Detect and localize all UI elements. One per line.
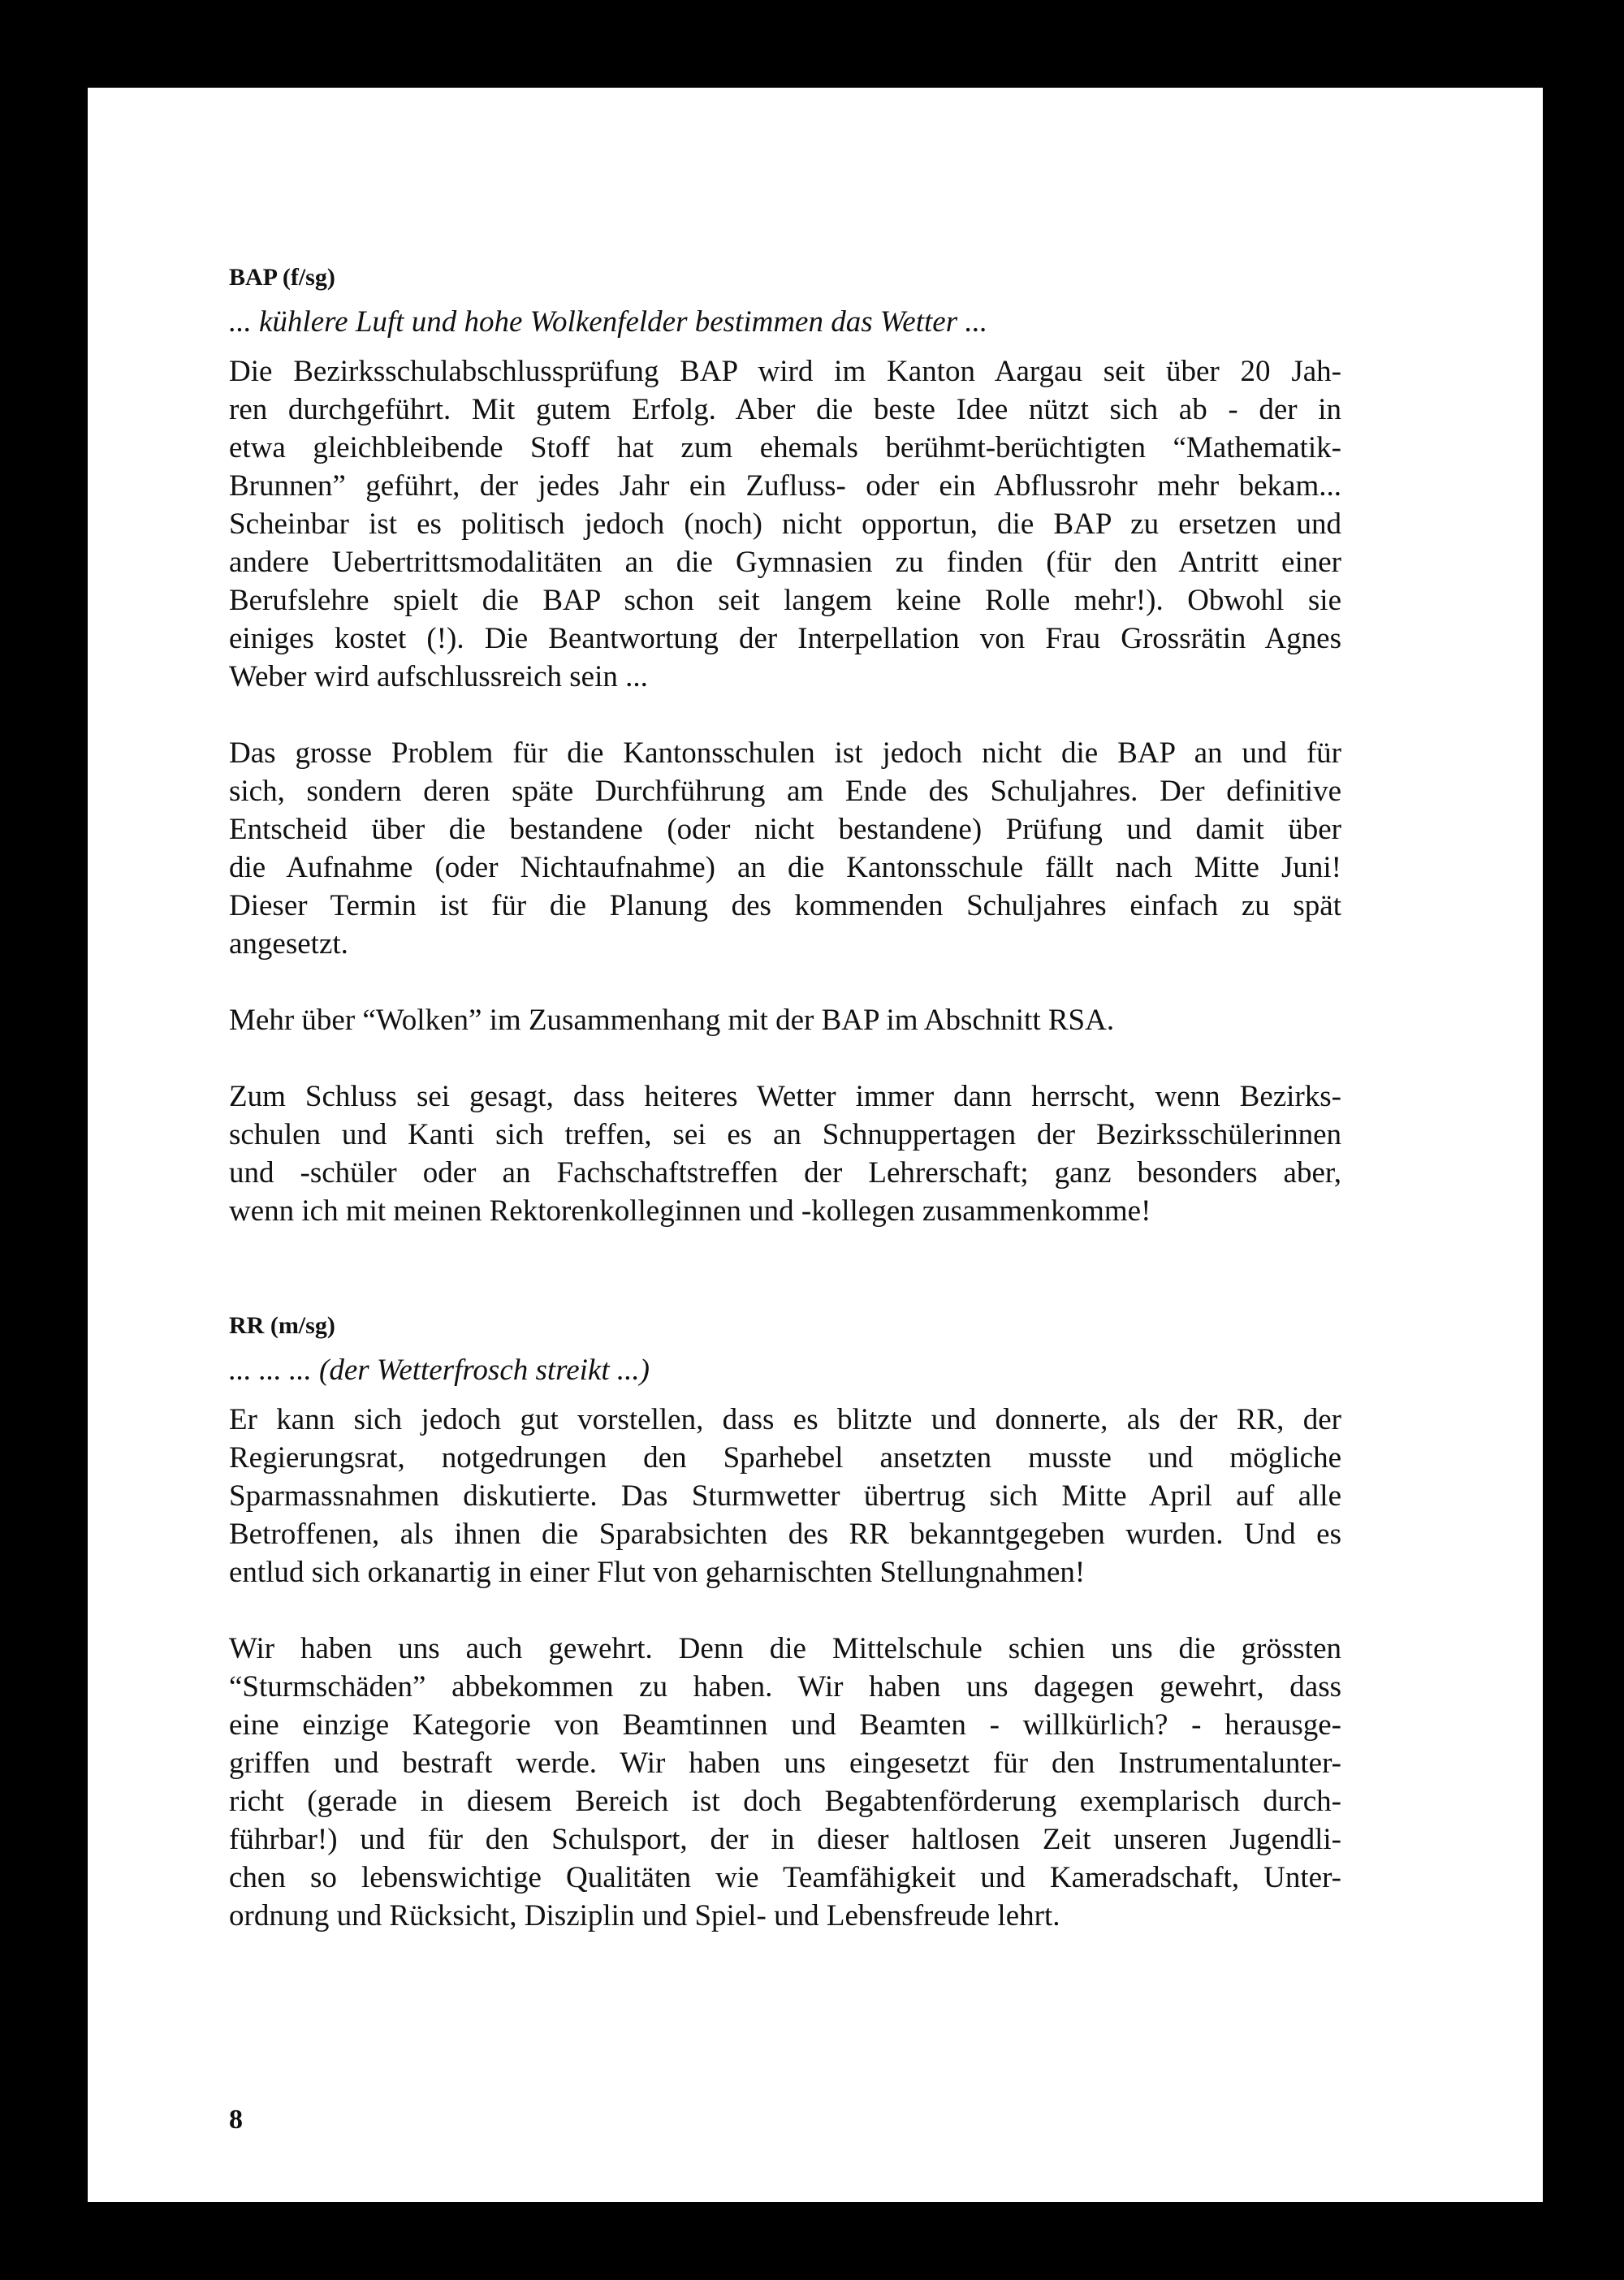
text-line: Scheinbar ist es politisch jedoch (noch) nicht opportun, die BAP zu ersetzen und xyxy=(229,507,1341,541)
section-rr xyxy=(229,1308,1341,1935)
text-line: “Sturmschäden” abbekommen zu haben. Wir haben uns dagegen gewehrt, dass xyxy=(229,1670,1341,1704)
text-line: einiges kostet (!). Die Beantwortung der Interpellation von Frau Grossrätin Agnes xyxy=(229,622,1341,655)
paragraph xyxy=(229,1077,1341,1230)
text-line: Berufslehre spielt die BAP schon seit langem keine Rolle mehr!). Obwohl sie xyxy=(229,584,1341,617)
text-line: Brunnen” geführt, der jedes Jahr ein Zufluss- oder ein Abflussrohr mehr bekam... xyxy=(229,469,1341,503)
text-line: Mehr über “Wolken” im Zusammenhang mit der BAP im Abschnitt RSA. xyxy=(229,1004,1115,1037)
text-line: führbar!) und für den Schulsport, der in dieser haltlosen Zeit unseren Jugendli- xyxy=(229,1823,1341,1856)
paragraph xyxy=(229,1401,1341,1591)
text-line: Sparmassnahmen diskutierte. Das Sturmwetter übertrug sich Mitte April auf alle xyxy=(229,1479,1341,1513)
paragraph xyxy=(229,352,1341,696)
text-line: Weber wird aufschlussreich sein ... xyxy=(229,660,648,693)
text-line: Das grosse Problem für die Kantonsschulen ist jedoch nicht die BAP an und für xyxy=(229,736,1341,770)
text-line: Wir haben uns auch gewehrt. Denn die Mittelschule schien uns die grössten xyxy=(229,1632,1341,1665)
text-line: entlud sich orkanartig in einer Flut von geharnischten Stellungnahmen! xyxy=(229,1556,1086,1589)
section-subtitle: ... kühlere Luft und hohe Wolkenfelder bestimmen das Wetter ... xyxy=(229,305,988,339)
text-line: Die Bezirksschulabschlussprüfung BAP wird im Kanton Aargau seit über 20 Jah- xyxy=(229,355,1341,388)
text-line: griffen und bestraft werde. Wir haben uns eingesetzt für den Instrumentalunter- xyxy=(229,1747,1341,1780)
text-line: ordnung und Rücksicht, Disziplin und Spiel- und Lebensfreude lehrt. xyxy=(229,1899,1060,1932)
section-bap xyxy=(229,260,1341,1230)
paragraph xyxy=(229,1001,1341,1039)
text-line: Betroffenen, als ihnen die Sparabsichten des RR bekanntgegeben wurden. Und es xyxy=(229,1518,1341,1551)
text-line: sich, sondern deren späte Durchführung am Ende des Schuljahres. Der definitive xyxy=(229,775,1341,808)
text-line: wenn ich mit meinen Rektorenkolleginnen und -kollegen zusammenkomme! xyxy=(229,1194,1151,1228)
text-line: chen so lebenswichtige Qualitäten wie Teamfähigkeit und Kameradschaft, Unter- xyxy=(229,1861,1341,1894)
section-heading: RR (m/sg) xyxy=(229,1312,335,1339)
text-line: Er kann sich jedoch gut vorstellen, dass es blitzte und donnerte, als der RR, der xyxy=(229,1403,1341,1436)
page-content xyxy=(229,260,1341,1935)
text-line: angesetzt. xyxy=(229,927,348,961)
text-line: und -schüler oder an Fachschaftstreffen der Lehrerschaft; ganz besonders aber, xyxy=(229,1156,1341,1190)
text-line: andere Uebertrittsmodalitäten an die Gymnasien zu finden (für den Antritt einer xyxy=(229,546,1341,579)
text-line: Zum Schluss sei gesagt, dass heiteres Wetter immer dann herrscht, wenn Bezirks- xyxy=(229,1080,1341,1113)
text-line: die Aufnahme (oder Nichtaufnahme) an die Kantonsschule fällt nach Mitte Juni! xyxy=(229,851,1341,884)
text-line: eine einzige Kategorie von Beamtinnen und Beamten - willkürlich? - herausge- xyxy=(229,1708,1341,1742)
text-line: schulen und Kanti sich treffen, sei es an Schnuppertagen der Bezirksschülerinnen xyxy=(229,1118,1341,1151)
section-subtitle: ... ... ... (der Wetterfrosch streikt ...) xyxy=(229,1354,650,1387)
section-heading: BAP (f/sg) xyxy=(229,264,335,291)
page-number: 8 xyxy=(229,2105,243,2135)
text-line: Entscheid über die bestandene (oder nicht bestandene) Prüfung und damit über xyxy=(229,813,1341,846)
text-line: etwa gleichbleibende Stoff hat zum ehemals berühmt-berüchtigten “Mathematik- xyxy=(229,431,1341,464)
document-page xyxy=(88,88,1543,2202)
paragraph xyxy=(229,1630,1341,1935)
paragraph xyxy=(229,734,1341,963)
text-line: richt (gerade in diesem Bereich ist doch Begabtenförderung exemplarisch durch- xyxy=(229,1785,1341,1818)
text-line: ren durchgeführt. Mit gutem Erfolg. Aber die beste Idee nützt sich ab - der in xyxy=(229,393,1341,426)
text-line: Regierungsrat, notgedrungen den Sparhebel ansetzten musste und mögliche xyxy=(229,1441,1341,1475)
text-line: Dieser Termin ist für die Planung des kommenden Schuljahres einfach zu spät xyxy=(229,889,1341,922)
